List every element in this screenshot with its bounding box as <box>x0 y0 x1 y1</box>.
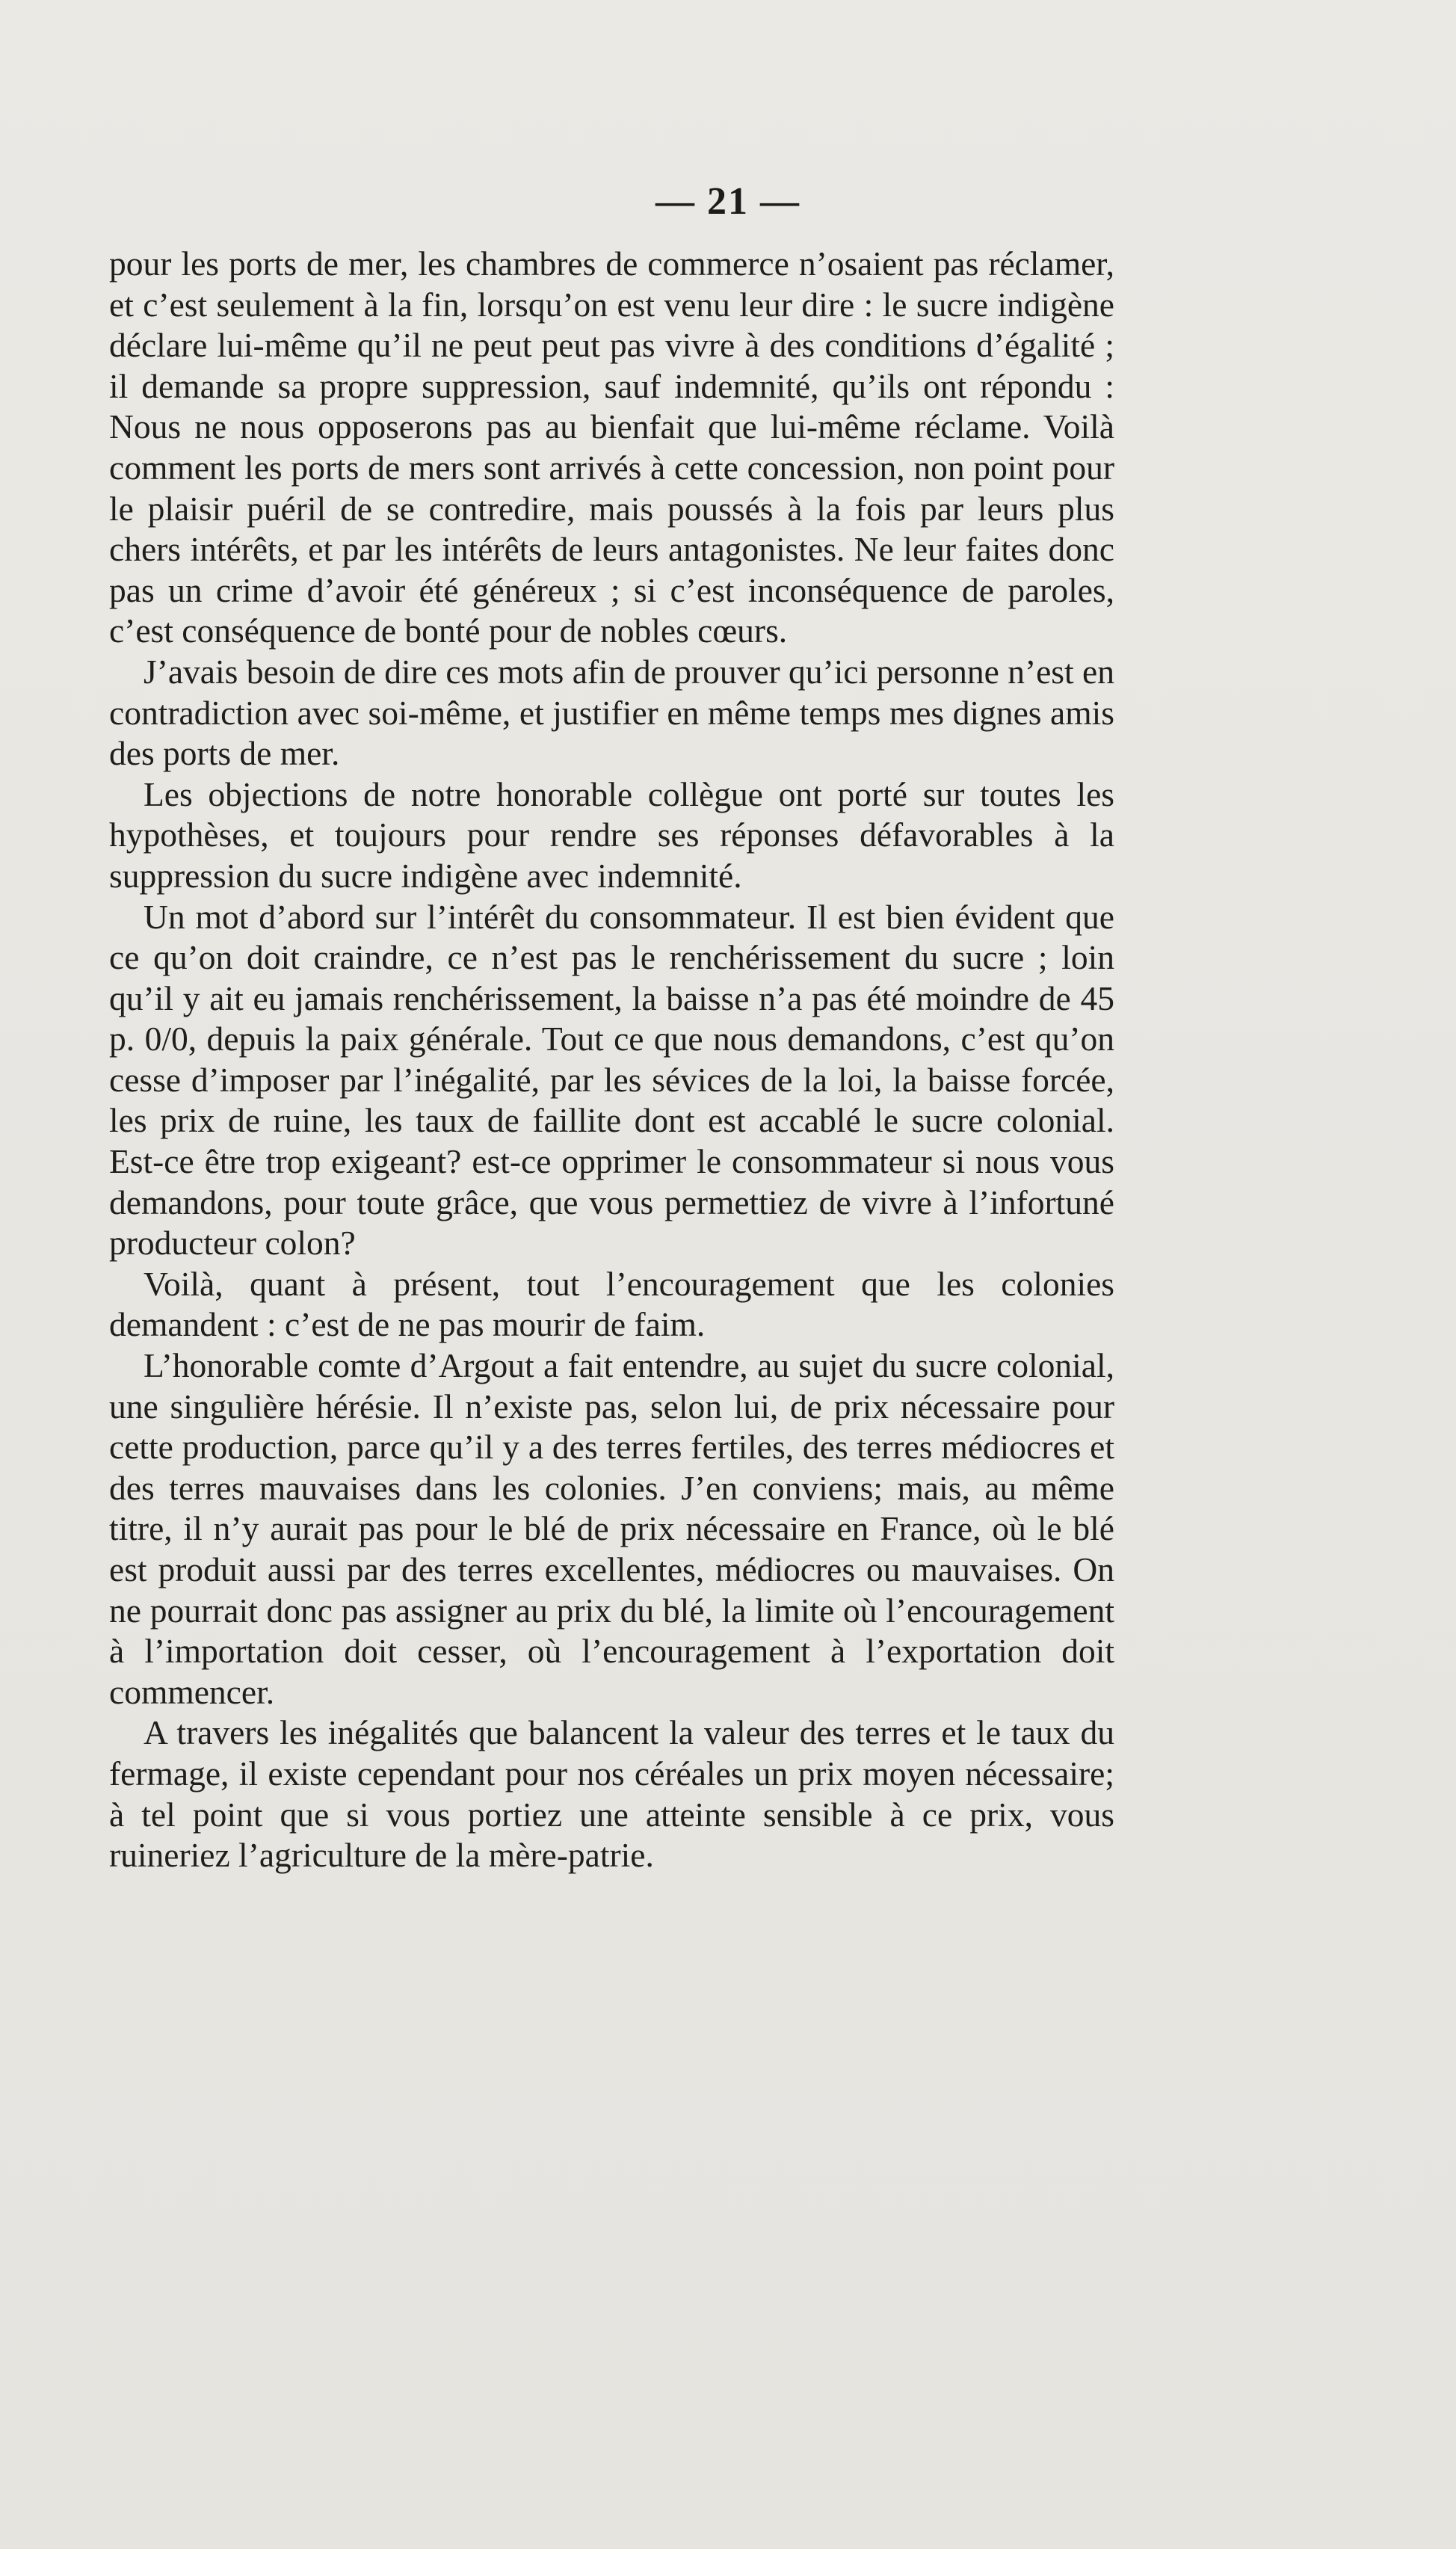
page-number: — 21 — <box>655 180 801 223</box>
paragraph-7: A travers les inégalités que balancent la valeur des terres et le taux du fermage, il existe cependant pour nos céréales un prix moyen nécessaire; à tel point que si vous portiez une atteinte sensible à ce prix, vous ruineriez l’agriculture de la mère-patrie. <box>109 1713 1114 1875</box>
paragraph-6: L’honorable comte d’Argout a fait entendre, au sujet du sucre colonial, une singulière hérésie. Il n’existe pas, selon lui, de prix nécessaire pour cette production, parce qu’il y a des terres fertiles, des terres médiocres et des terres mauvaises dans les colonies. J’en conviens; mais, au même titre, il n’y aurait pas pour le blé de prix nécessaire en France, où le blé est produit aussi par des terres excellentes, médiocres ou mauvaises. On ne pourrait donc pas assigner au prix du blé, la limite où l’encouragement à l’importation doit cesser, où l’encouragement à l’exportation doit commencer. <box>109 1346 1114 1711</box>
paragraph-2: J’avais besoin de dire ces mots afin de prouver qu’ici personne n’est en contradiction avec soi-même, et justifier en même temps mes dignes amis des ports de mer. <box>109 652 1114 773</box>
paragraph-4: Un mot d’abord sur l’intérêt du consommateur. Il est bien évident que ce qu’on doit craindre, ce n’est pas le renchérissement du sucre ; loin qu’il y ait eu jamais renchérissement, la baisse n’a pas été moindre de 45 p. 0/0, depuis la paix générale. Tout ce que nous demandons, c’est qu’on cesse d’imposer par l’inégalité, par les sévices de la loi, la baisse forcée, les prix de ruine, les taux de faillite dont est accablé le sucre colonial. Est-ce être trop exigeant? est-ce opprimer le consommateur si nous vous demandons, pour toute grâce, que vous permettiez de vivre à l’infortuné producteur colon? <box>109 897 1114 1263</box>
paragraph-1: pour les ports de mer, les chambres de commerce n’osaient pas réclamer, et c’est seulement à la fin, lorsqu’on est venu leur dire : le sucre indigène déclare lui-même qu’il ne peut peut pas vivre à des conditions d’égalité ; il demande sa propre suppression, sauf indemnité, qu’ils ont répondu : Nous ne nous opposerons pas au bienfait que lui-même réclame. Voilà comment les ports de mers sont arrivés à cette concession, non point pour le plaisir puéril de se contredire, mais poussés à la fois par leurs plus chers intérêts, et par les intérêts de leurs antagonistes. Ne leur faites donc pas un crime d’avoir été généreux ; si c’est inconséquence de paroles, c’est conséquence de bonté pour de nobles cœurs. <box>109 244 1114 650</box>
body-text <box>109 244 1114 1876</box>
paragraph-5: Voilà, quant à présent, tout l’encouragement que les colonies demandent : c’est de ne pas mourir de faim. <box>109 1264 1114 1344</box>
paragraph-3: Les objections de notre honorable collègue ont porté sur toutes les hypothèses, et toujours pour rendre ses réponses défavorables à la suppression du sucre indigène avec indemnité. <box>109 774 1114 895</box>
